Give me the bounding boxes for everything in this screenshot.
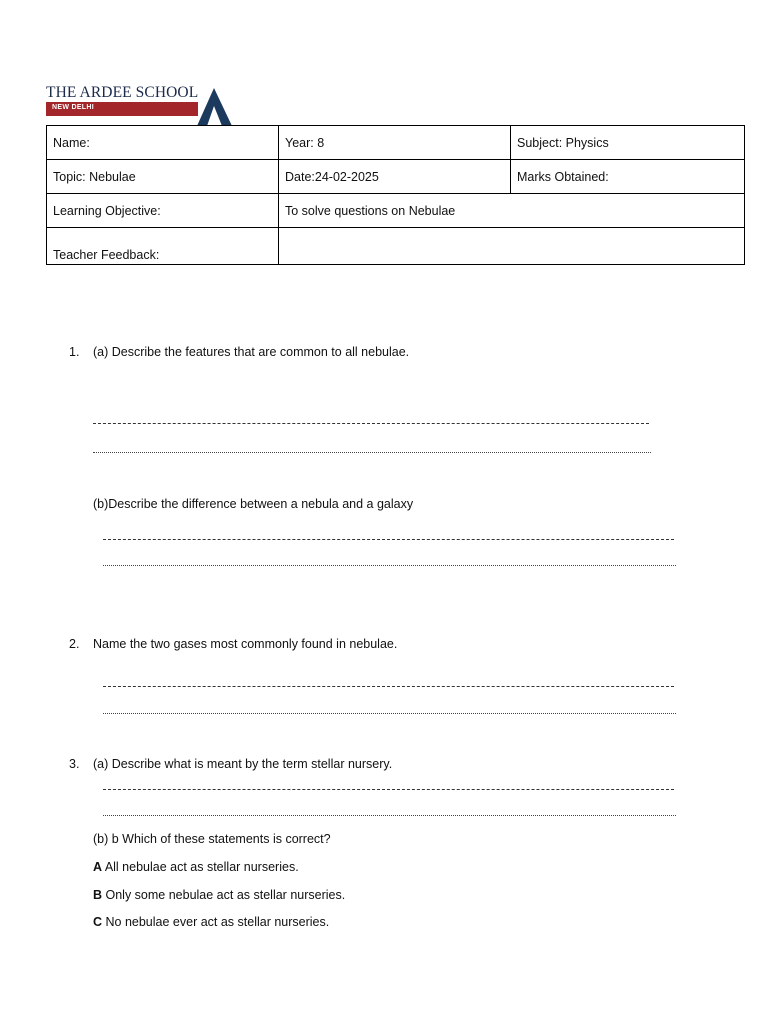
logo-a-icon [194,86,234,126]
option-letter: B [93,888,103,902]
marks-cell: Marks Obtained: [511,160,745,194]
question-2-number: 2. [69,637,80,651]
option-text: All nebulae act as stellar nurseries. [102,860,299,874]
option-letter: C [93,915,103,929]
objective-value-cell: To solve questions on Nebulae [279,194,745,228]
answer-line[interactable] [103,539,674,540]
option-text: Only some nebulae act as stellar nurseries. [102,888,346,902]
year-cell: Year: 8 [279,126,511,160]
objective-label-cell: Learning Objective: [47,194,279,228]
answer-line[interactable] [93,423,649,424]
option-text: No nebulae ever act as stellar nurseries. [102,915,330,929]
feedback-value-cell [279,228,745,265]
topic-cell: Topic: Nebulae [47,160,279,194]
date-cell: Date:24-02-2025 [279,160,511,194]
answer-line[interactable] [93,452,651,453]
option-b[interactable] [93,888,345,902]
school-name: THE ARDEE SCHOOL [46,84,199,101]
question-1a-text: (a) Describe the features that are common to all nebulae. [93,345,410,359]
school-location: NEW DELHI [52,104,94,111]
option-c[interactable] [93,915,329,929]
question-2-text: Name the two gases most commonly found in nebulae. [93,637,398,651]
question-1-number: 1. [69,345,80,359]
question-3b-text: (b) b Which of these statements is correct? [93,832,331,846]
feedback-label-cell: Teacher Feedback: [47,228,279,265]
student-info-table [46,125,745,265]
answer-line[interactable] [103,686,674,687]
school-logo [46,84,246,128]
answer-line[interactable] [103,713,676,714]
question-3-number: 3. [69,757,80,771]
question-3a-text: (a) Describe what is meant by the term stellar nursery. [93,757,393,771]
answer-line[interactable] [103,789,674,790]
question-1b-text: (b)Describe the difference between a nebula and a galaxy [93,497,414,511]
answer-line[interactable] [103,815,676,816]
name-cell: Name: [47,126,279,160]
option-letter: A [93,860,103,874]
option-a[interactable] [93,860,299,874]
answer-line[interactable] [103,565,676,566]
subject-cell: Subject: Physics [511,126,745,160]
